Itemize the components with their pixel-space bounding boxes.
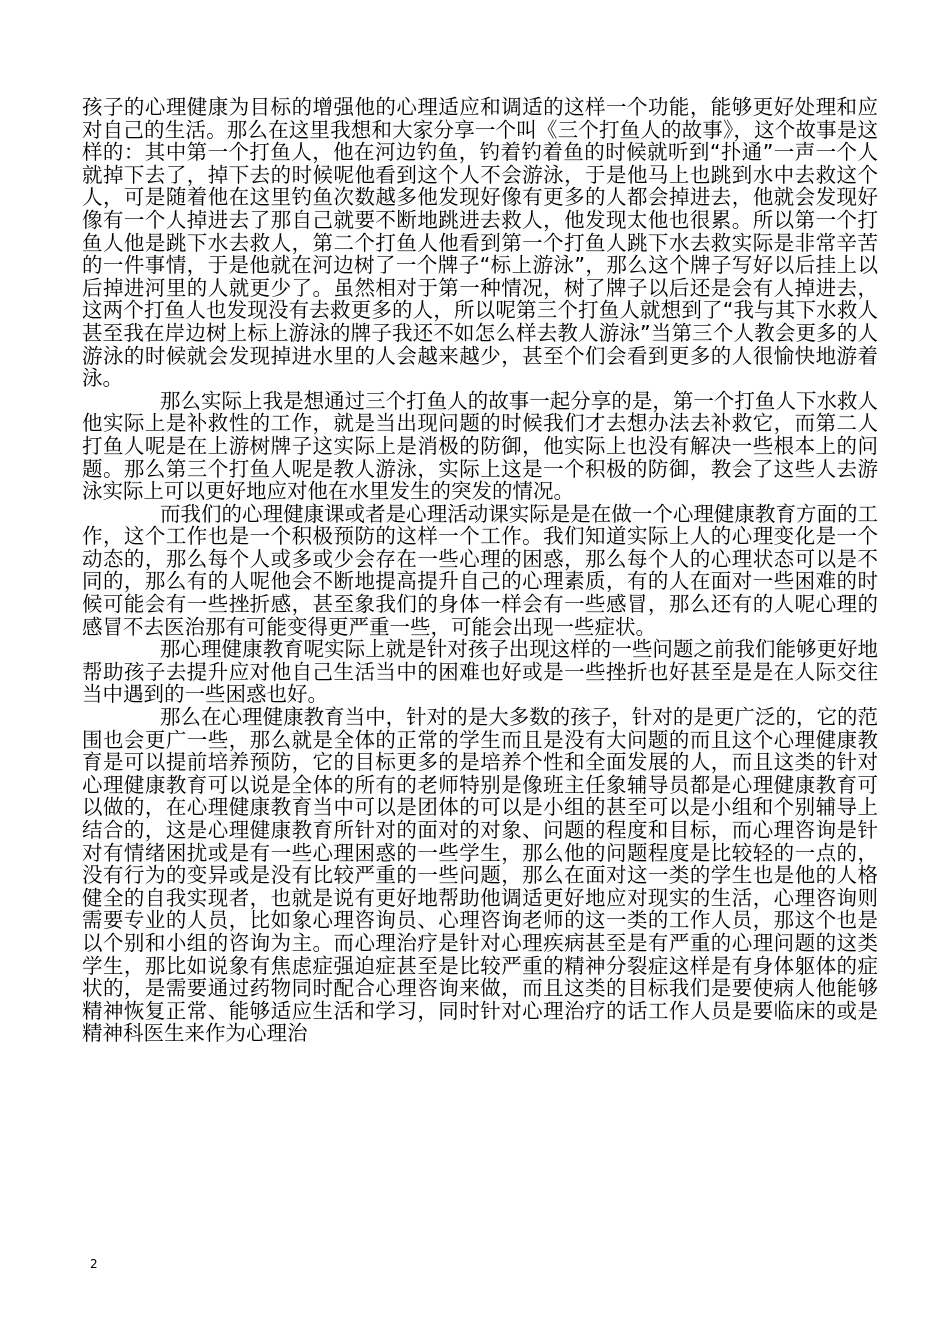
paragraph-fishermen-story: 孩子的心理健康为目标的增强他的心理适应和调适的这样一个功能，能够更好处理和应对自己的生活。那么在这里我想和大家分享一个叫《三个打鱼人的故事》，这个故事是这样的：其中第一个打鱼人，他在河边钓鱼，钓着钓着鱼的时候就听到“扑通”一声一个人就掉下去了，掉下去的时候呢他看到这个人不会游泳，于是他马上也跳到水中去救这个人，可是随着他在这里钓鱼次数越多他发现好像有更多的人都会掉进去，他就会发现好像有一个人掉进去了那自己就要不断地跳进去救人，他发现太他也很累。所以第一个打鱼人他是跳下水去救人，第二个打鱼人他看到第一个打鱼人跳下水去救实际是非常辛苦的一件事情，于是他就在河边树了一个牌子“标上游泳”，那么这个牌子写好以后挂上以后掉进河里的人就更少了。虽然相对于第一种情况，树了牌子以后还是会有人掉进去，这两个打鱼人也发现没有去救更多的人，所以呢第三个打鱼人就想到了“我与其下水救人甚至我在岸边树上标上游泳的牌子我还不如怎么样去教人游泳”当第三个人教会更多的人游泳的时候就会发现掉进水里的人会越来越少，甚至个们会看到更多的人很愉快地游着泳。 [82, 95, 878, 391]
page-number: 2 [90, 1257, 98, 1271]
paragraph-mental-health-class: 而我们的心理健康课或者是心理活动课实际是是在做一个心理健康教育方面的工作，这个工作也是一个积极预防的这样一个工作。我们知道实际上人的心理变化是一个动态的，那么每个人或多或少会存在一些心理的困惑，那么每个人的心理状态可以是不同的，那么有的人呢他会不断地提高提升自己的心理素质，有的人在面对一些困难的时候可能会有一些挫折感，甚至象我们的身体一样会有一些感冒，那么还有的人呢心理的感冒不去医治那有可能变得更严重一些，可能会出现一些症状。 [82, 501, 878, 639]
paragraph-education-counseling-therapy: 那么在心理健康教育当中，针对的是大多数的孩子，针对的是更广泛的，它的范围也会更广一些，那么就是全体的正常的学生而且是没有大问题的而且这个心理健康教育是可以提前培养预防，它的目标更多的是培养个性和全面发展的人，而且这类的针对心理健康教育可以说是全体的所有的老师特别是像班主任象辅导员都是心理健康教育可以做的，在心理健康教育当中可以是团体的可以是小组的甚至可以是小组和个别辅导上结合的，这是心理健康教育所针对的面对的对象、问题的程度和目标，而心理咨询是针对有情绪困扰或是有一些心理困惑的一些学生，那么他的问题程度是比较轻的一点的，没有行为的变异或是没有比较严重的一些问题，那么在面对这一类的学生也是他的人格健全的自我实现者，也就是说有更好地帮助他调适更好地应对现实的生活，心理咨询则需要专业的人员，比如象心理咨询员、心理咨询老师的这一类的工作人员，那这个也是以个别和小组的咨询为主。而心理治疗是针对心理疾病甚至是有严重的心理问题的这类学生，那比如说象有焦虑症强迫症甚至是比较严重的精神分裂症这样是有身体躯体的症状的，是需要通过药物同时配合心理咨询来做，而且这类的目标我们是要使病人他能够精神恢复正常、能够适应生活和学习，同时针对心理治疗的话工作人员是要临床的或是精神科医生来作为心理治 [82, 705, 878, 1046]
paragraph-mental-health-education: 那心理健康教育呢实际上就是针对孩子出现这样的一些问题之前我们能够更好地帮助孩子去提升应对他自己生活当中的困难也好或是一些挫折也好甚至是是在人际交往当中遇到的一些困惑也好。 [82, 637, 878, 707]
document-body [82, 96, 878, 1045]
paragraph-story-meaning: 那么实际上我是想通过三个打鱼人的故事一起分享的是，第一个打鱼人下水救人他实际上是补救性的工作，就是当出现问题的时候我们才去想办法去补救它，而第二人打鱼人呢是在上游树牌子这实际上是消极的防御，他实际上也没有解决一些根本上的问题。那么第三个打鱼人呢是教人游泳，实际上这是一个积极的防御，教会了这些人去游泳实际上可以更好地应对他在水里发生的突发的情况。 [82, 388, 878, 504]
